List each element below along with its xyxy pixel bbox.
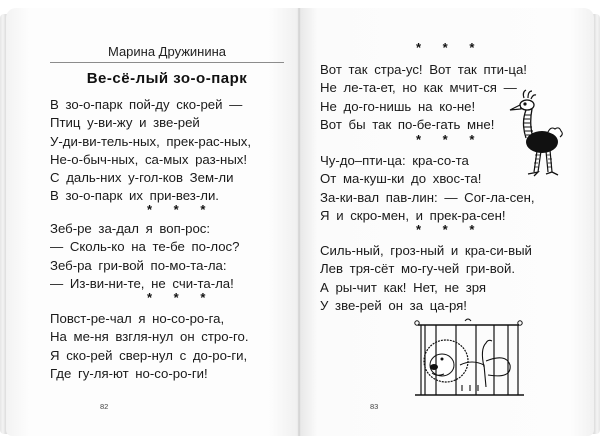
poem-line: Вот так стра-ус! Вот так пти-ца! [320, 62, 527, 77]
poem-line: В зо-о-парк пой-ду ско-рей — [50, 97, 243, 112]
poem-line: Не до-го-нишь на ко-не! [320, 98, 476, 114]
poem-line: — Сколь-ко на те-бе по-лос? [50, 239, 240, 255]
poem-line: Не ле-та-ет, но как мчит-ся — [320, 80, 517, 96]
stanza-separator: * * * [147, 290, 215, 305]
poem-line: Вот бы так по-бе-гать мне! [320, 116, 495, 132]
stanza-left-3 [50, 310, 249, 383]
poem-line: На ме-ня взгля-нул он стро-го. [50, 329, 249, 345]
poem-line: За-ки-вал пав-лин: — Сог-ла-сен, [320, 189, 535, 205]
lion-in-cage-illustration-icon [412, 315, 527, 397]
poem-line: Не-о-быч-ных, са-мых раз-ных! [50, 151, 248, 167]
poem-line: Я ско-рей свер-нул с до-ро-ги, [50, 347, 248, 363]
stanza-left-1 [50, 96, 251, 206]
stanza-separator: * * * [416, 40, 484, 55]
author-name: Марина Дружинина [107, 44, 227, 59]
poem-line: У-ди-ви-тель-ных, прек-рас-ных, [50, 133, 252, 149]
stanza-right-3 [320, 242, 532, 315]
stanza-right-2 [320, 152, 535, 225]
stanza-separator: * * * [416, 222, 484, 237]
poem-line: — Из-ви-ни-те, не счи-та-ла! [50, 275, 234, 291]
poem-line: Птиц у-ви-жу и зве-рей [50, 115, 200, 131]
poem-line: Я и скро-мен, и прек-ра-сен! [320, 207, 506, 223]
stanza-left-2 [50, 220, 239, 293]
poem-line: А ры-чит как! Нет, не зря [320, 279, 487, 295]
poem-line: С даль-них у-гол-ков Зем-ли [50, 170, 234, 186]
poem-line: От ма-куш-ки до хвос-та! [320, 171, 482, 187]
poem-line: Где гу-ля-ют но-со-ро-ги! [50, 365, 208, 381]
stanza-right-1 [320, 61, 527, 134]
ostrich-illustration-icon [504, 88, 564, 178]
stanza-separator: * * * [147, 202, 215, 217]
poem-line: Зеб-ре за-дал я воп-рос: [50, 221, 211, 236]
page-number-right: 83 [370, 402, 379, 411]
poem-line: Лев тря-сёт мо-гу-чей гри-вой. [320, 261, 515, 277]
poem-line: Чу-до–пти-ца: кра-со-та [320, 153, 469, 168]
poem-line: Повст-ре-чал я но-со-ро-га, [50, 311, 225, 326]
header-rule [50, 62, 284, 63]
poem-line: Силь-ный, гроз-ный и кра-си-вый [320, 243, 532, 258]
page-number-left: 82 [100, 402, 109, 411]
poem-line: У зве-рей он за ца-ря! [320, 297, 467, 313]
stanza-separator: * * * [416, 132, 484, 147]
poem-title: Ве-сё-лый зо-о-парк [86, 70, 248, 87]
poem-line: В зо-о-парк их при-вез-ли. [50, 188, 219, 204]
poem-line: Зеб-ра гри-вой по-мо-та-ла: [50, 257, 227, 273]
book-spine [297, 8, 301, 436]
